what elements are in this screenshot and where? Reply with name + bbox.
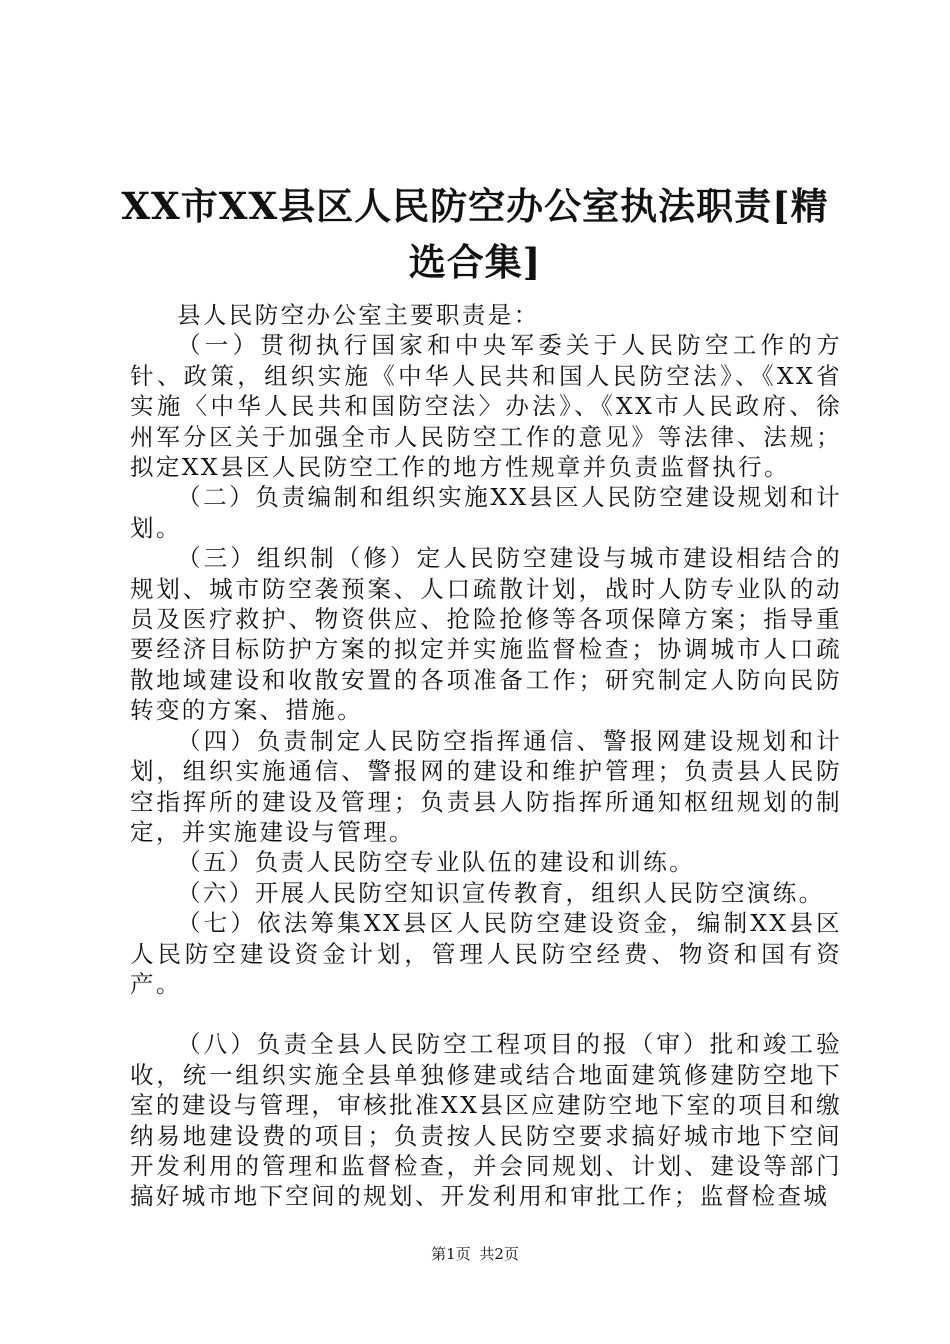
paragraph-item-8: （八）负责全县人民防空工程项目的报（审）批和竣工验收，统一组织实施全县单独修建或结合地面建筑修建防空地下室的建设与管理，审核批准XX县区应建防空地下室的项目和缴纳易地建设费的项目；负责按人民防空要求搞好城市地下空间开发利用的管理和监督检查，并会同规划、计划、建设等部门搞好城市地下空间的规划、开发利用和审批工作；监督检查城 bbox=[130, 1030, 842, 1211]
paragraph-item-7: （七）依法筹集XX县区人民防空建设资金，编制XX县区人民防空建设资金计划，管理人民防空经费、物资和国有资产。 bbox=[130, 909, 842, 998]
page-number: 第1页 bbox=[431, 1245, 471, 1263]
paragraph-item-1: （一）贯彻执行国家和中央军委关于人民防空工作的方针、政策，组织实施《中华人民共和国人民防空法》、《XX省实施〈中华人民共和国防空法〉办法》、《XX市人民政府、徐州军分区关于加强全市人民防空工作的意见》等法律、法规；拟定XX县区人民防空工作的地方性规章并负责监督执行。 bbox=[130, 331, 842, 482]
page-footer bbox=[0, 1244, 950, 1264]
paragraph-item-3: （三）组织制（修）定人民防空建设与城市建设相结合的规划、城市防空袭预案、人口疏散计划，战时人防专业队的动员及医疗救护、物资供应、抢险抢修等各项保障方案；指导重要经济目标防护方案的拟定并实施监督检查；协调城市人口疏散地域建设和收散安置的各项准备工作；研究制定人防向民防转变的方案、措施。 bbox=[130, 544, 842, 725]
page-total: 共2页 bbox=[479, 1245, 519, 1263]
paragraph-intro: 县人民防空办公室主要职责是： bbox=[177, 301, 540, 329]
document-body bbox=[130, 300, 842, 1212]
paragraph-item-4: （四）负责制定人民防空指挥通信、警报网建设规划和计划，组织实施通信、警报网的建设和维护管理；负责县人民防空指挥所的建设及管理；负责县人防指挥所通知枢纽规划的制定，并实施建设与管理。 bbox=[130, 726, 842, 846]
paragraph-item-6: （六）开展人民防空知识宣传教育，组织人民防空演练。 bbox=[177, 878, 825, 907]
document-title: XX市XX县区人民防空办公室执法职责[精选合集] bbox=[121, 184, 829, 284]
paragraph-item-2: （二）负责编制和组织实施XX县区人民防空建设规划和计划。 bbox=[130, 483, 842, 542]
paragraph-item-5: （五）负责人民防空专业队伍的建设和训练。 bbox=[177, 848, 695, 877]
